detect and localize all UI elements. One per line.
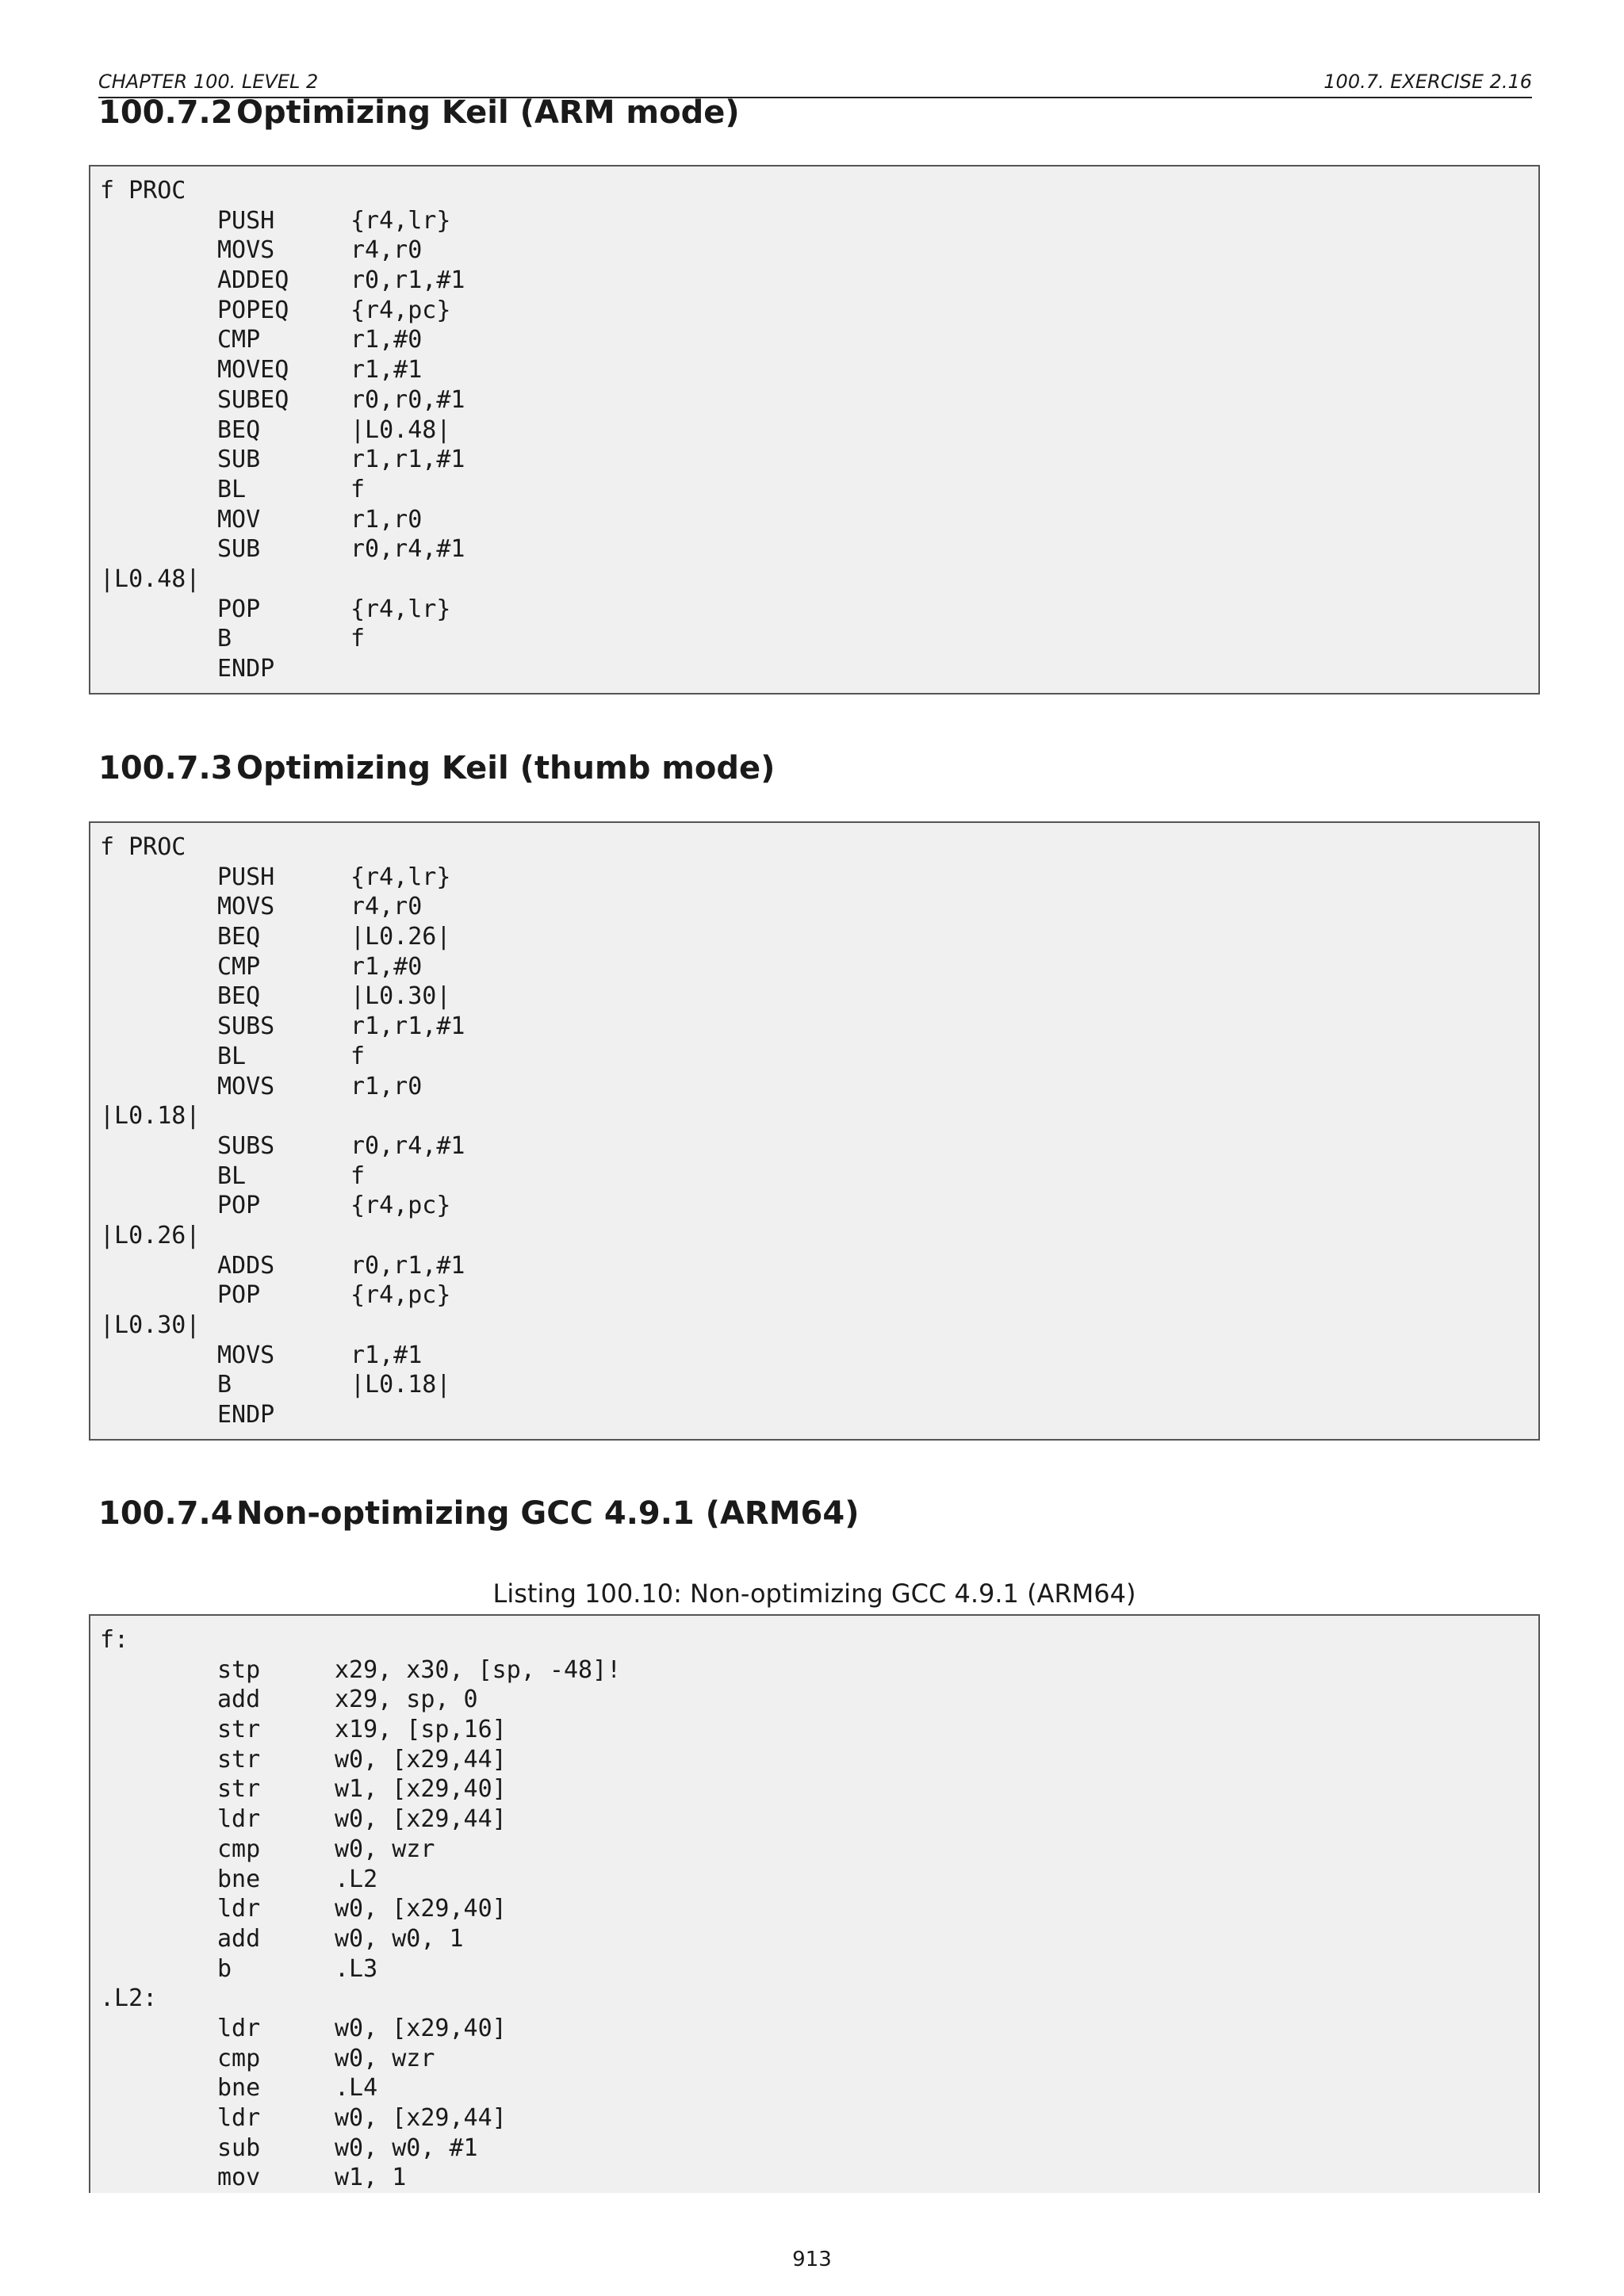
code-listing	[89, 821, 1540, 1441]
operands: r1,#0	[350, 952, 423, 981]
operands: r0,r0,#1	[350, 385, 465, 414]
code-instruction-line	[100, 1191, 1538, 1221]
code-instruction-line	[100, 266, 1538, 296]
operands: {r4,pc}	[350, 1281, 451, 1310]
mnemonic: cmp	[217, 1835, 261, 1863]
code-instruction-line	[100, 1804, 1538, 1835]
operands: w1, 1	[335, 2164, 407, 2192]
mnemonic: SUBS	[217, 1131, 275, 1160]
mnemonic: CMP	[217, 326, 261, 354]
code-instruction-line	[100, 1161, 1538, 1192]
operands: f	[350, 625, 366, 653]
code-instruction-line	[100, 1655, 1538, 1686]
code-instruction-line	[100, 892, 1538, 922]
operands: r0,r4,#1	[350, 535, 465, 564]
section-title-text: Optimizing Keil (thumb mode)	[236, 750, 776, 786]
section-title: 100.7. EXERCISE 2.16	[1323, 71, 1532, 93]
mnemonic: ldr	[217, 2104, 261, 2132]
code-instruction-line	[100, 325, 1538, 355]
operands: r1,#1	[350, 356, 423, 385]
operands: r0,r1,#1	[350, 266, 465, 295]
mnemonic: BL	[217, 1161, 247, 1190]
section-title-text: Non-optimizing GCC 4.9.1 (ARM64)	[236, 1495, 860, 1532]
mnemonic: PUSH	[217, 206, 275, 235]
operands: x29, sp, 0	[335, 1686, 478, 1714]
code-instruction-line	[100, 1715, 1538, 1745]
code-instruction-line	[100, 505, 1538, 535]
mnemonic: BEQ	[217, 923, 261, 951]
code-instruction-line	[100, 1835, 1538, 1865]
code-label-line: |L0.18|	[100, 1102, 201, 1131]
code-label-line: |L0.48|	[100, 564, 201, 593]
code-instruction-line	[100, 1924, 1538, 1954]
section-number: 100.7.2	[98, 94, 233, 131]
mnemonic: BL	[217, 475, 247, 503]
code-listing	[89, 165, 1540, 695]
code-instruction-line	[100, 1865, 1538, 1895]
mnemonic: BL	[217, 1042, 247, 1070]
mnemonic: BEQ	[217, 982, 261, 1011]
operands: f	[350, 475, 366, 503]
mnemonic: ADDS	[217, 1251, 275, 1280]
code-instruction-line	[100, 206, 1538, 236]
mnemonic: mov	[217, 2164, 261, 2192]
mnemonic: PUSH	[217, 863, 275, 891]
code-instruction-line	[100, 1042, 1538, 1072]
operands: .L3	[335, 1954, 378, 1983]
operands: .L4	[335, 2074, 378, 2103]
code-instruction-line	[100, 595, 1538, 625]
code-instruction-line	[100, 534, 1538, 564]
mnemonic: MOVS	[217, 1341, 275, 1369]
code-instruction-line	[100, 2133, 1538, 2164]
code-instruction-line	[100, 1954, 1538, 1984]
mnemonic: SUB	[217, 535, 261, 564]
operands: w0, wzr	[335, 2044, 435, 2072]
code-instruction-line	[100, 624, 1538, 654]
operands: w0, [x29,44]	[335, 1745, 507, 1774]
mnemonic: add	[217, 1924, 261, 1953]
section-title-text: Optimizing Keil (ARM mode)	[236, 94, 740, 131]
mnemonic: bne	[217, 2074, 261, 2103]
mnemonic: str	[217, 1716, 261, 1744]
section-number: 100.7.4	[98, 1495, 233, 1532]
listing-caption: Listing 100.10: Non-optimizing GCC 4.9.1 (ARM64)	[492, 1578, 1136, 1609]
code-label-line: f:	[100, 1626, 129, 1654]
mnemonic: ldr	[217, 2014, 261, 2042]
code-instruction-line	[100, 1280, 1538, 1311]
operands: r1,r1,#1	[350, 1012, 465, 1041]
mnemonic: MOV	[217, 505, 261, 534]
mnemonic: CMP	[217, 952, 261, 981]
code-instruction-line	[100, 922, 1538, 952]
operands: r0,r4,#1	[350, 1131, 465, 1160]
code-instruction-line	[100, 1400, 1538, 1430]
operands: r4,r0	[350, 893, 423, 921]
code-label-line: .L2:	[100, 1984, 158, 2013]
mnemonic: POP	[217, 595, 261, 623]
mnemonic: ldr	[217, 1805, 261, 1834]
mnemonic: B	[217, 1371, 232, 1399]
code-instruction-line	[100, 1894, 1538, 1924]
code-instruction-line	[100, 1012, 1538, 1042]
code-instruction-line	[100, 385, 1538, 415]
mnemonic: stp	[217, 1655, 261, 1684]
mnemonic: ENDP	[217, 655, 275, 683]
code-instruction-line	[100, 2163, 1538, 2193]
code-instruction-line	[100, 1251, 1538, 1281]
code-instruction-line	[100, 415, 1538, 446]
operands: r0,r1,#1	[350, 1251, 465, 1280]
operands: w0, w0, 1	[335, 1924, 464, 1953]
section-heading	[98, 1494, 859, 1533]
operands: x29, x30, [sp, -48]!	[335, 1655, 622, 1684]
mnemonic: str	[217, 1775, 261, 1804]
code-instruction-line	[100, 1072, 1538, 1102]
code-label-line: |L0.30|	[100, 1311, 201, 1339]
mnemonic: MOVS	[217, 1072, 275, 1100]
code-label-line: |L0.26|	[100, 1221, 201, 1249]
code-instruction-line	[100, 982, 1538, 1012]
operands: r1,#0	[350, 326, 423, 354]
code-instruction-line	[100, 654, 1538, 684]
code-instruction-line	[100, 1131, 1538, 1161]
operands: w1, [x29,40]	[335, 1775, 507, 1804]
code-instruction-line	[100, 1370, 1538, 1400]
section-heading	[98, 94, 740, 132]
operands: |L0.48|	[350, 415, 451, 444]
operands: r1,r1,#1	[350, 446, 465, 474]
code-label-line: f PROC	[100, 833, 186, 861]
mnemonic: MOVEQ	[217, 356, 289, 385]
code-instruction-line	[100, 863, 1538, 893]
operands: w0, wzr	[335, 1835, 435, 1863]
code-instruction-line	[100, 952, 1538, 982]
operands: {r4,lr}	[350, 863, 451, 891]
code-instruction-line	[100, 1341, 1538, 1371]
code-instruction-line	[100, 2014, 1538, 2044]
operands: r1,r0	[350, 1072, 423, 1100]
operands: r1,r0	[350, 505, 423, 534]
operands: |L0.30|	[350, 982, 451, 1011]
mnemonic: bne	[217, 1865, 261, 1893]
code-listing	[89, 1614, 1540, 2193]
mnemonic: POP	[217, 1281, 261, 1310]
code-instruction-line	[100, 445, 1538, 475]
mnemonic: SUB	[217, 446, 261, 474]
mnemonic: POPEQ	[217, 296, 289, 324]
operands: x19, [sp,16]	[335, 1716, 507, 1744]
code-instruction-line	[100, 235, 1538, 266]
operands: {r4,lr}	[350, 206, 451, 235]
code-instruction-line	[100, 296, 1538, 326]
mnemonic: ENDP	[217, 1401, 275, 1429]
mnemonic: ADDEQ	[217, 266, 289, 295]
operands: w0, [x29,40]	[335, 1895, 507, 1923]
mnemonic: b	[217, 1954, 232, 1983]
code-instruction-line	[100, 475, 1538, 505]
mnemonic: BEQ	[217, 415, 261, 444]
mnemonic: SUBEQ	[217, 385, 289, 414]
operands: w0, [x29,40]	[335, 2014, 507, 2042]
operands: {r4,pc}	[350, 296, 451, 324]
mnemonic: MOVS	[217, 893, 275, 921]
code-instruction-line	[100, 1774, 1538, 1804]
mnemonic: POP	[217, 1192, 261, 1220]
mnemonic: cmp	[217, 2044, 261, 2072]
code-instruction-line	[100, 2044, 1538, 2074]
operands: {r4,lr}	[350, 595, 451, 623]
code-instruction-line	[100, 2103, 1538, 2133]
section-heading	[98, 749, 775, 787]
operands: w0, [x29,44]	[335, 1805, 507, 1834]
mnemonic: sub	[217, 2133, 261, 2162]
operands: |L0.18|	[350, 1371, 451, 1399]
mnemonic: MOVS	[217, 236, 275, 265]
mnemonic: str	[217, 1745, 261, 1774]
code-instruction-line	[100, 1745, 1538, 1775]
mnemonic: ldr	[217, 1895, 261, 1923]
code-instruction-line	[100, 1685, 1538, 1715]
operands: f	[350, 1161, 366, 1190]
operands: |L0.26|	[350, 923, 451, 951]
chapter-title: CHAPTER 100. LEVEL 2	[98, 71, 319, 93]
mnemonic: SUBS	[217, 1012, 275, 1041]
mnemonic: B	[217, 625, 232, 653]
section-number: 100.7.3	[98, 750, 233, 786]
operands: w0, w0, #1	[335, 2133, 478, 2162]
operands: {r4,pc}	[350, 1192, 451, 1220]
mnemonic: add	[217, 1686, 261, 1714]
code-instruction-line	[100, 2073, 1538, 2103]
operands: r4,r0	[350, 236, 423, 265]
operands: f	[350, 1042, 366, 1070]
code-label-line: f PROC	[100, 177, 186, 205]
page-number: 913	[792, 2248, 832, 2271]
operands: w0, [x29,44]	[335, 2104, 507, 2132]
code-instruction-line	[100, 355, 1538, 385]
operands: .L2	[335, 1865, 378, 1893]
operands: r1,#1	[350, 1341, 423, 1369]
